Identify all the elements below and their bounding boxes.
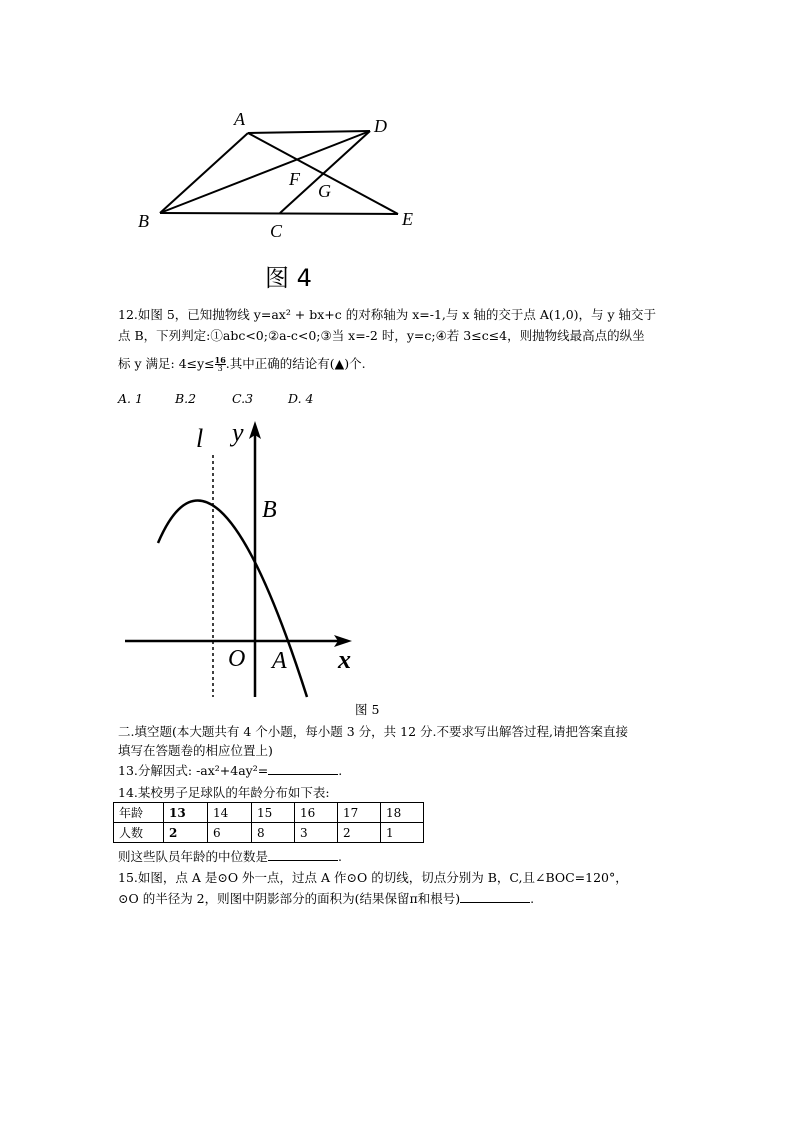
table-cell: 18: [381, 803, 424, 823]
fraction-denominator: 3: [217, 364, 223, 373]
q15-line-2: [118, 890, 534, 908]
q14-after: [118, 848, 342, 866]
label-y: y: [232, 418, 244, 447]
table-cell: 年龄: [114, 803, 164, 823]
option-b: B.2: [175, 391, 197, 406]
q13-end: .: [338, 763, 343, 778]
segment-be: [160, 213, 398, 214]
fraction-16-3: [215, 356, 226, 373]
point-label-f: F: [289, 169, 300, 189]
option-c: C.3: [232, 391, 254, 406]
q14-text: 14.某校男子足球队的年龄分布如下表:: [118, 785, 330, 800]
segment-ae: [248, 133, 398, 214]
segment-ad: [248, 131, 370, 133]
q12-line-3: [118, 355, 366, 373]
age-distribution-table: [113, 802, 424, 843]
point-label-b: B: [138, 211, 149, 231]
label-l: l: [196, 424, 204, 453]
q15-answer-blank[interactable]: [460, 890, 530, 903]
table-cell: 人数: [114, 823, 164, 843]
table-cell: 14: [208, 803, 252, 823]
q14-after-text: 则这些队员年龄的中位数是: [118, 849, 269, 864]
table-cell: 6: [208, 823, 252, 843]
table-cell: 17: [338, 803, 381, 823]
table-cell: 13: [164, 803, 208, 823]
q15-line-2-text: ⊙O 的半径为 2，则图中阴影部分的面积为(结果保留π和根号): [118, 891, 461, 906]
table-cell: 16: [295, 803, 338, 823]
fraction-numerator: 16: [214, 355, 226, 365]
q13-answer-blank[interactable]: [268, 762, 338, 775]
q14-answer-blank[interactable]: [268, 848, 338, 861]
label-x: x: [338, 645, 351, 674]
point-label-g: G: [318, 181, 331, 201]
table-cell: 1: [381, 823, 424, 843]
figure-4-diagram: [130, 105, 430, 245]
table-cell: 15: [252, 803, 295, 823]
label-o: O: [228, 646, 246, 672]
table-row: [114, 803, 424, 823]
table-row: [114, 823, 424, 843]
q13: [118, 762, 342, 780]
label-a: A: [272, 648, 287, 674]
q14-end: .: [338, 849, 342, 864]
point-label-e: E: [402, 209, 413, 229]
point-label-d: D: [374, 116, 387, 136]
q12-line-3-post: .其中正确的结论有(▲)个.: [225, 356, 366, 371]
label-b: B: [262, 497, 277, 523]
table-cell: 8: [252, 823, 295, 843]
section-2-line-1: 二.填空题(本大题共有 4 个小题，每小题 3 分，共 12 分.不要求写出解答过程,请把答案直接: [118, 724, 628, 739]
q15-line-1: 15.如图，点 A 是⊙O 外一点，过点 A 作⊙O 的切线，切点分别为 B，C,且∠BOC=120°，: [118, 870, 628, 885]
table-cell: 2: [338, 823, 381, 843]
table-cell: 3: [295, 823, 338, 843]
point-label-c: C: [270, 221, 283, 241]
option-d: D. 4: [288, 391, 314, 406]
figure-5-caption: 图 5: [355, 702, 380, 717]
option-a: A. 1: [118, 391, 143, 406]
figure-4-caption: 图 4: [265, 264, 312, 292]
table-cell: 2: [164, 823, 208, 843]
q12-line-2: 点 B，下列判定:①abc<0;②a-c<0;③当 x=-2 时，y=c;④若 3≤c≤4，则抛物线最高点的纵坐: [118, 328, 645, 343]
figure-5-parabola-graph: [120, 415, 370, 700]
q15-end: .: [530, 891, 535, 906]
q12-line-3-pre: 标 y 满足: 4≤y≤: [118, 356, 215, 371]
q12-options: [118, 390, 313, 408]
point-label-a: A: [234, 109, 245, 129]
q13-text: 13.分解因式: -ax²+4ay²=: [118, 763, 269, 778]
segment-ba: [160, 133, 248, 213]
q12-line-1: 12.如图 5，已知抛物线 y=ax² + bx+c 的对称轴为 x=-1,与 x 轴的交于点 A(1,0)，与 y 轴交于: [118, 307, 657, 322]
section-2-line-2: 填写在答题卷的相应位置上): [118, 743, 273, 758]
